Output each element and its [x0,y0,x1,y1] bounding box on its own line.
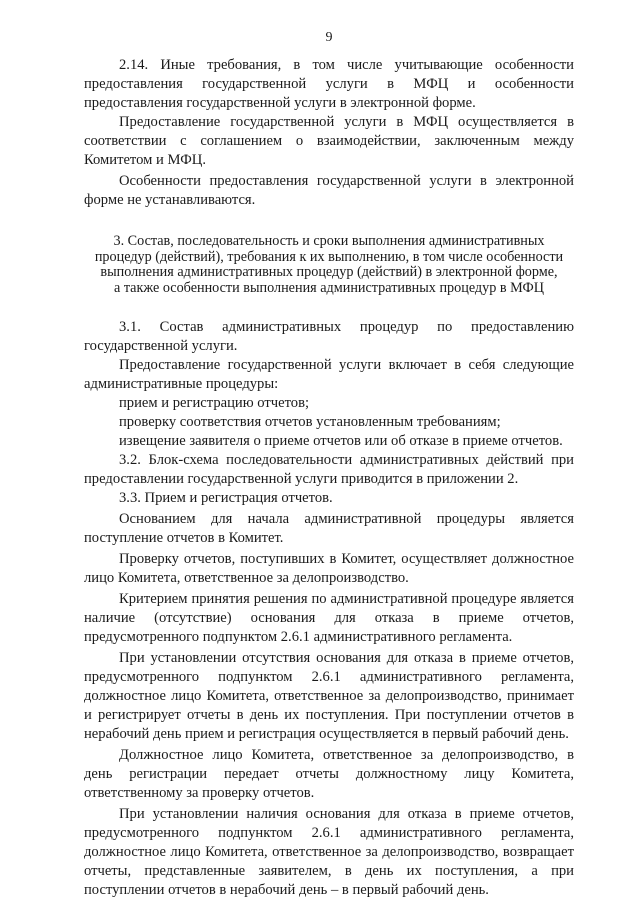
paragraph-2-14: 2.14. Иные требования, в том числе учитывающие особенности предоставления государственной услуги в МФЦ и особенности предоставления государственной услуги в электронной форме. [84,57,574,111]
list-item: извещение заявителя о приеме отчетов или об отказе в приеме отчетов. [119,433,563,449]
paragraph-basis: Основанием для начала административной процедуры является поступление отчетов в Комитет. [84,511,574,546]
paragraph-no-grounds: При установлении отсутствия основания для отказа в приеме отчетов, предусмотренного подпунктом 2.6.1 административного регламента, должностное лицо Комитета, ответственное за делопроизводство, принимает и регистрирует отчеты в день их поступления. При поступлении отчетов в нерабочий день прием и регистрация осуществляется в первый рабочий день. [84,650,574,742]
paragraph-3-3: 3.3. Прием и регистрация отчетов. [119,490,333,506]
page-number: 9 [325,30,333,45]
paragraph-3-1: 3.1. Состав административных процедур по предоставлению государственной услуги. [84,319,574,354]
list-item: проверку соответствия отчетов установленным требованиям; [119,414,501,430]
paragraph-verification: Проверку отчетов, поступивших в Комитет, осуществляет должностное лицо Комитета, ответственное за делопроизводство. [84,551,574,586]
section-heading-line: а также особенности выполнения административных процедур в МФЦ [113,279,545,296]
section-heading-line: 3. Состав, последовательность и сроки выполнения административных [113,233,545,249]
paragraph-electronic-form: Особенности предоставления государственной услуги в электронной форме не устанавливаются. [84,173,574,208]
list-item: прием и регистрацию отчетов; [119,395,310,411]
paragraph-transfer: Должностное лицо Комитета, ответственное за делопроизводство, в день регистрации передает отчеты должностному лицу Комитета, ответственному за проверку отчетов. [84,747,574,801]
paragraph-mfc-agreement: Предоставление государственной услуги в МФЦ осуществляется в соответствии с соглашением о взаимодействии, заключенным между Комитетом и МФЦ. [84,114,574,168]
paragraph-procedures-intro: Предоставление государственной услуги включает в себя следующие административные процедуры: [84,357,574,392]
section-heading [84,234,574,296]
section-heading-line: выполнения административных процедур (действий) в электронной форме, [100,264,558,280]
section-heading-line: процедур (действий), требования к их выполнению, в том числе особенности [94,248,564,265]
document-body [84,56,574,900]
paragraph-grounds-found: При установлении наличия основания для отказа в приеме отчетов, предусмотренного подпунктом 2.6.1 административного регламента, должностное лицо Комитета, ответственное за делопроизводство, возвращает отчеты, представленные заявителем, в день их поступления, а при поступлении отчетов в нерабочий день – в первый рабочий день. [84,806,574,898]
paragraph-3-2: 3.2. Блок-схема последовательности административных действий при предоставлении государственной услуги приводится в приложении 2. [84,452,574,487]
paragraph-criterion: Критерием принятия решения по административной процедуре является наличие (отсутствие) основания для отказа в приеме отчетов, предусмотренного подпунктом 2.6.1 административного регламента. [84,591,574,645]
